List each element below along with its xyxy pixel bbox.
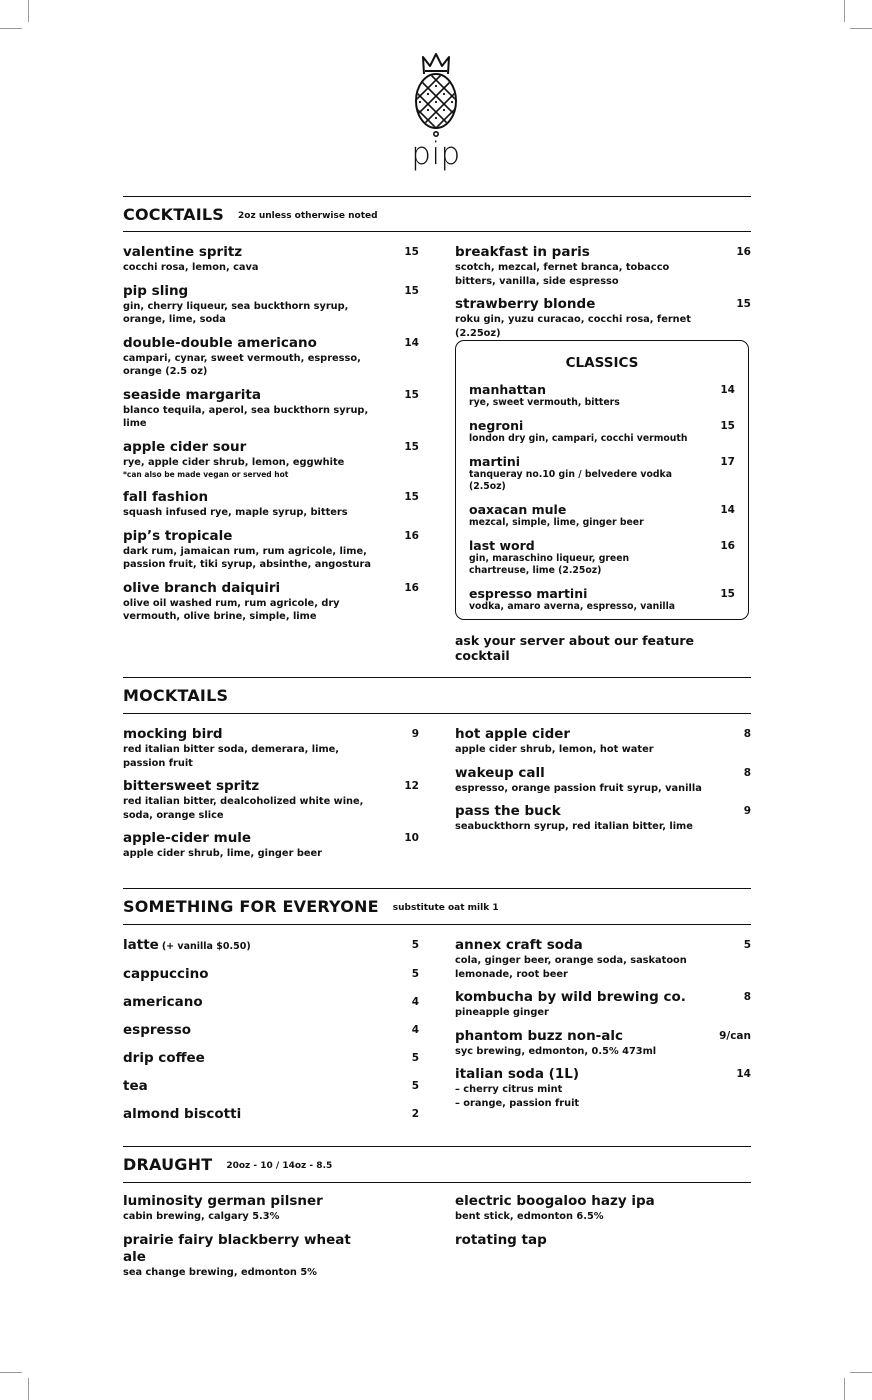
item-name: valentine spritz: [123, 244, 243, 260]
item-price: 5: [411, 1052, 419, 1064]
section-rule: [123, 1182, 751, 1183]
feature-cocktail-note: ask your server about our feature cocktail: [455, 633, 694, 663]
crop-mark: [0, 28, 22, 29]
item-name: espresso martini: [469, 586, 588, 601]
pip-logo: [406, 52, 466, 176]
item-price: 15: [404, 246, 419, 258]
item-name: last word: [469, 538, 535, 553]
menu-item: [123, 1193, 419, 1224]
item-name: electric boogaloo hazy ipa: [455, 1193, 655, 1209]
item-description: cola, ginger beer, orange soda, saskatoon lemonade, root beer: [455, 955, 687, 980]
item-price: 4: [411, 1024, 419, 1036]
item-description: espresso, orange passion fruit syrup, vanilla: [455, 782, 702, 794]
item-name: apple cider sour: [123, 438, 247, 455]
item-name: wakeup call: [455, 764, 545, 781]
item-name-text: latte: [123, 937, 159, 953]
item-name: tea: [123, 1078, 148, 1094]
item-description: red italian bitter, dealcoholized white wine, soda, orange slice: [123, 796, 364, 821]
item-name: seaside margarita: [123, 386, 261, 403]
draught-heading: [123, 1155, 332, 1174]
item-price: 9: [743, 805, 751, 817]
item-price: 8: [743, 991, 751, 1003]
item-description: apple cider shrub, lemon, hot water: [455, 744, 654, 755]
item-price: 15: [404, 284, 419, 297]
item-description: vodka, amaro averna, espresso, vanilla: [469, 601, 676, 612]
item-description: dark rum, jamaican rum, rum agricole, lime, passion fruit, tiki syrup, absinthe, angostura: [123, 545, 371, 570]
draught-left-column: [123, 1193, 419, 1287]
menu-item: [123, 994, 419, 1011]
item-price: 5: [743, 939, 751, 951]
item-name: breakfast in paris: [455, 244, 590, 260]
item-name: americano: [123, 994, 203, 1010]
item-description: red italian bitter soda, demerara, lime, passion fruit: [123, 744, 340, 769]
draught-right-column: [455, 1193, 751, 1257]
item-price: 9: [411, 728, 419, 740]
item-price: 15: [404, 491, 419, 503]
item-price: 16: [404, 529, 419, 542]
item-name: pass the buck: [455, 803, 561, 819]
everyone-heading: [123, 897, 499, 916]
menu-item: [123, 1050, 419, 1067]
menu-item: [455, 244, 751, 288]
item-description: squash infused rye, maple syrup, bitters: [123, 507, 348, 518]
item-price: 8: [743, 728, 751, 740]
item-price: 16: [736, 246, 751, 258]
crop-mark: [844, 1378, 845, 1400]
item-description: rye, sweet vermouth, bitters: [469, 397, 620, 408]
section-title: COCKTAILS: [123, 205, 225, 224]
menu-item: [455, 1232, 751, 1249]
everyone-right-column: [455, 937, 751, 1118]
section-title: DRAUGHT: [123, 1155, 213, 1174]
item-price: 15: [736, 298, 751, 310]
item-description: rye, apple cider shrub, lemon, eggwhite: [123, 456, 345, 468]
item-name: almond biscotti: [123, 1106, 242, 1122]
menu-item: [123, 387, 419, 431]
item-name: luminosity german pilsner: [123, 1193, 323, 1209]
menu-item: [123, 937, 419, 955]
section-note: substitute oat milk 1: [392, 903, 499, 913]
menu-item: [123, 830, 419, 861]
item-description: london dry gin, campari, cocchi vermouth: [469, 433, 688, 444]
item-name: manhattan: [469, 382, 546, 397]
item-name: pip sling: [123, 282, 189, 299]
item-description: gin, cherry liqueur, sea buckthorn syrup, orange, lime, soda: [123, 300, 349, 325]
cocktails-right-column: [455, 244, 751, 348]
item-price: 12: [404, 780, 419, 792]
item-name: fall fashion: [123, 489, 209, 505]
item-name: cappuccino: [123, 966, 209, 982]
item-name: olive branch daiquiri: [123, 579, 281, 596]
item-description: blanco tequila, aperol, sea buckthorn syrup, lime: [123, 404, 369, 429]
item-description: apple cider shrub, lime, ginger beer: [123, 848, 322, 859]
item-name: [123, 937, 419, 955]
item-name: rotating tap: [455, 1231, 547, 1248]
item-name: drip coffee: [123, 1050, 205, 1066]
section-rule: [123, 924, 751, 925]
crop-mark: [28, 1378, 29, 1400]
section-rule: [123, 231, 751, 232]
menu-item: [123, 528, 419, 572]
item-name: italian soda (1L): [455, 1066, 579, 1082]
item-description: pineapple ginger: [455, 1007, 549, 1018]
item-description: scotch, mezcal, fernet branca, tobacco bitters, vanilla, side espresso: [455, 262, 670, 287]
section-rule: [123, 196, 751, 197]
crop-mark: [844, 0, 845, 22]
item-name: apple-cider mule: [123, 830, 252, 846]
item-name: martini: [469, 454, 521, 469]
crop-mark: [0, 1372, 22, 1373]
menu-item: [123, 1022, 419, 1039]
section-rule: [123, 713, 751, 714]
mocktails-heading: [123, 686, 228, 705]
item-description: olive oil washed rum, rum agricole, dry vermouth, olive brine, simple, lime: [123, 597, 340, 622]
item-description: cocchi rosa, lemon, cava: [123, 262, 259, 273]
item-description: bent stick, edmonton 6.5%: [455, 1211, 604, 1222]
item-name: prairie fairy blackberry wheat ale: [123, 1231, 351, 1265]
item-description: sea change brewing, edmonton 5%: [123, 1266, 317, 1278]
item-name: pip’s tropicale: [123, 527, 233, 544]
item-price: 16: [720, 540, 735, 552]
item-description: roku gin, yuzu curacao, cocchi rosa, fernet (2.25oz): [455, 314, 691, 339]
item-price: 10: [404, 832, 419, 844]
logo-wordmark: pip: [411, 136, 461, 172]
menu-item: [123, 580, 419, 624]
item-description: seabuckthorn syrup, red italian bitter, lime: [455, 821, 693, 832]
menu-item: [469, 382, 735, 409]
menu-item: [455, 296, 751, 340]
item-name: strawberry blonde: [455, 296, 596, 312]
item-name: negroni: [469, 418, 524, 433]
menu-item: [469, 502, 735, 529]
item-name: bittersweet spritz: [123, 778, 260, 794]
cocktails-heading: [123, 205, 378, 224]
cocktails-left-column: [123, 244, 419, 632]
section-title: MOCKTAILS: [123, 686, 229, 705]
menu-item: [455, 937, 751, 981]
item-name: annex craft soda: [455, 937, 583, 953]
menu-item: [469, 586, 735, 613]
menu-item: [455, 1028, 751, 1059]
item-price: 5: [411, 1080, 419, 1092]
menu-item: [469, 418, 735, 445]
item-price: 16: [404, 581, 419, 594]
item-addon: (+ vanilla $0.50): [161, 941, 251, 952]
item-price: 5: [411, 968, 419, 980]
item-price: 8: [743, 766, 751, 779]
section-rule: [123, 888, 751, 889]
item-name: hot apple cider: [455, 726, 571, 742]
menu-item: [123, 1106, 419, 1123]
item-price: 14: [720, 384, 735, 396]
item-price: 14: [404, 336, 419, 349]
menu-item: [455, 803, 751, 834]
mocktails-left-column: [123, 726, 419, 869]
item-price: 14: [720, 504, 735, 516]
item-description: campari, cynar, sweet vermouth, espresso, orange (2.5 oz): [123, 352, 361, 377]
menu-item: [123, 1078, 419, 1095]
item-description: tanqueray no.10 gin / belvedere vodka (2.5oz): [469, 469, 672, 492]
menu-item: [123, 244, 419, 275]
item-price: 15: [720, 420, 735, 432]
menu-item: [123, 439, 419, 482]
item-name: phantom buzz non-alc: [455, 1027, 624, 1044]
item-name: mocking bird: [123, 726, 223, 742]
menu-item: [123, 489, 419, 520]
item-name: oaxacan mule: [469, 502, 567, 517]
menu-item: [455, 1066, 751, 1110]
menu-item: [123, 726, 419, 770]
section-note: 20oz - 10 / 14oz - 8.5: [226, 1161, 333, 1171]
item-description: mezcal, simple, lime, ginger beer: [469, 517, 644, 528]
menu-item: [469, 538, 735, 577]
menu-item: [455, 726, 751, 757]
item-description: gin, maraschino liqueur, green chartreuse, lime (2.25oz): [469, 553, 630, 576]
crop-mark: [28, 0, 29, 22]
section-rule: [123, 677, 751, 678]
item-name: double-double americano: [123, 334, 317, 351]
classics-title: CLASSICS: [565, 355, 639, 371]
item-price: 4: [411, 996, 419, 1008]
everyone-left-column: [123, 937, 419, 1134]
item-description: syc brewing, edmonton, 0.5% 473ml: [455, 1045, 657, 1057]
item-price: 14: [736, 1068, 751, 1080]
item-price: 15: [404, 440, 419, 453]
menu-item: [469, 454, 735, 493]
item-option: – cherry citrus mint: [455, 1084, 563, 1095]
menu-item: [123, 283, 419, 327]
item-price: 17: [720, 456, 735, 468]
item-name: kombucha by wild brewing co.: [455, 989, 686, 1005]
item-price: 15: [720, 588, 735, 600]
item-price: 2: [411, 1108, 419, 1120]
item-name: espresso: [123, 1022, 192, 1038]
section-note: 2oz unless otherwise noted: [238, 211, 378, 221]
pineapple-icon: [406, 52, 466, 138]
item-option: – orange, passion fruit: [455, 1097, 580, 1109]
menu-item: [455, 989, 751, 1020]
menu-item: [123, 1232, 419, 1280]
item-price: 9/can: [719, 1029, 751, 1042]
menu-item: [455, 765, 751, 796]
item-description: cabin brewing, calgary 5.3%: [123, 1211, 280, 1222]
menu-item: [123, 778, 419, 822]
item-price: 5: [411, 939, 419, 951]
classics-box: [455, 340, 749, 620]
crop-mark: [850, 28, 872, 29]
menu-item: [123, 966, 419, 983]
item-footnote: *can also be made vegan or served hot: [123, 470, 289, 479]
item-price: 15: [404, 388, 419, 401]
crop-mark: [850, 1372, 872, 1373]
menu-item: [455, 1193, 751, 1224]
section-rule: [123, 1146, 751, 1147]
section-title: SOMETHING FOR EVERYONE: [123, 897, 379, 916]
menu-item: [123, 335, 419, 379]
mocktails-right-column: [455, 726, 751, 842]
